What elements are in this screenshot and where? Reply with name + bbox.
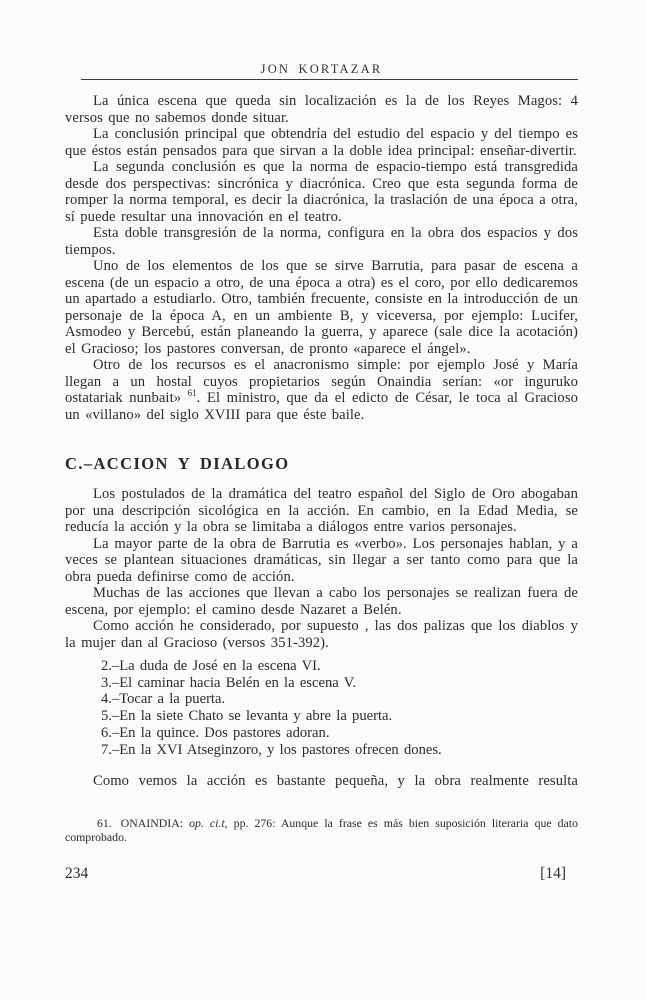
paragraph: La conclusión principal que obtendría del estudio del espacio y del tiempo es que éstos están pensados para que sirvan a la doble idea principal: enseñar-divertir. (65, 126, 578, 159)
folio-line (65, 865, 578, 883)
list-item: 5.–En la siete Chato se levanta y abre la puerta. (101, 708, 393, 725)
footnote-text: pp. 276: Aunque la frase es más bien suposición literaria que dato comprobado. (65, 815, 578, 845)
header-rule (81, 79, 578, 80)
paragraph-with-footnote-ref (65, 357, 578, 423)
text-block (65, 93, 578, 790)
page-number: 234 (65, 864, 89, 882)
paragraph: Como acción he considerado, por supuesto , las dos palizas que los diablos y la mujer dan al Gracioso (versos 351-392). (65, 618, 578, 651)
paragraph: Uno de los elementos de los que se sirve Barrutia, para pasar de escena a escena (de un espacio a otro, de una época a otra) es el coro, por ello dedicaremos un apartado a estudiarlo. Otro, también frecuente, consiste en la introducción de un personaje de la época A, en un ambiente B, y viceversa, por ejemplo: Lucifer, Asmodeo y Bercebú, están planeando la guerra, y aparece (sale dice la acotación) el Gracioso; los pastores conversan, de pronto «aparece el ángel». (65, 258, 578, 357)
page-header (65, 62, 578, 80)
list-item: 7.–En la XVI Atseginzoro, y los pastores ofrecen dones. (101, 741, 442, 758)
paragraph: La única escena que queda sin localización es la de los Reyes Magos: 4 versos que no sabemos donde situar. (65, 93, 578, 126)
footnote-reference-61: 61 (187, 388, 197, 399)
closing-paragraph: Como vemos la acción es bastante pequeña, y la obra realmente resulta (93, 773, 578, 790)
paragraph-text: Otro de los recursos es el anacronismo simple: por ejemplo José y María llegan a un hostal cuyos propietarios según Onaindia serían: «or inguruko ostatariak nunbait» (65, 357, 578, 406)
paragraph: La mayor parte de la obra de Barrutia es «verbo». Los personajes hablan, y a veces se plantean situaciones dramáticas, sin llegar a ser tanto como para que la obra pueda definirse como de acción. (65, 535, 578, 585)
section-heading-accion-y-dialogo: C.–ACCION Y DIALOGO (65, 454, 290, 473)
running-header-title: JON KORTAZAR (260, 62, 383, 76)
paragraph: Esta doble transgresión de la norma, configura en la obra dos espacios y dos tiempos. (65, 225, 578, 258)
footnote-work-title: op. ci.t, (189, 815, 228, 830)
footnote-author: ONAINDIA: (120, 815, 190, 830)
page-footer-area (65, 816, 578, 883)
list-item: 3.–El caminar hacia Belén en la escena V. (101, 674, 357, 691)
list-item: 4.–Tocar a la puerta. (101, 691, 226, 708)
numbered-action-list (101, 658, 578, 758)
paragraph: Los postulados de la dramática del teatro español del Siglo de Oro abogaban por una descripción sicológica en la acción. En cambio, en la Edad Media, se reducía la acción y la obra se limitaba a diálogos entre varios personajes. (65, 486, 578, 535)
paragraph-text: . El ministro, que da el edicto de César, le toca al Gracioso un «villano» del siglo XVIII para que éste baile. (65, 390, 579, 423)
paragraph: Muchas de las acciones que llevan a cabo los personajes se realizan fuera de escena, por ejemplo: el camino desde Nazaret a Belén. (65, 585, 578, 618)
paragraph: La segunda conclusión es que la norma de espacio-tiempo está transgredida desde dos perspectivas: sincrónica y diacrónica. Creo que esta segunda forma de romper la norma temporal, es decir la diacrónica, la traslación de una época a otra, sí puede resultar una innovación en el teatro. (65, 159, 578, 225)
list-item: 2.–La duda de José en la escena VI. (101, 658, 321, 674)
list-item: 6.–En la quince. Dos pastores adoran. (101, 724, 330, 741)
bracket-folio: [14] (540, 864, 566, 882)
footnote-61 (65, 816, 578, 845)
footnote-number: 61. (97, 815, 112, 830)
